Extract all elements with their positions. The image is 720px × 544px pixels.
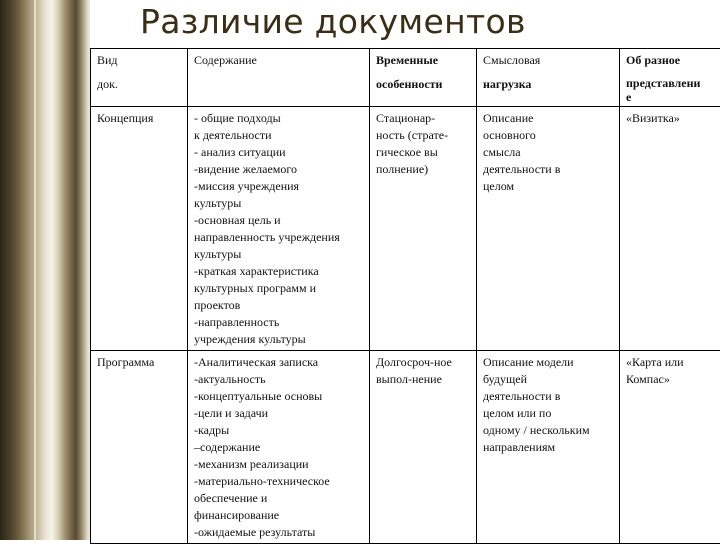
meaning-line: основного [483,127,613,144]
content-line: проектов [194,297,363,314]
time-line: полнение) [376,161,470,178]
header-time [370,49,477,107]
content-line: - анализ ситуации [194,144,363,161]
content-line: культуры [194,246,363,263]
time-line: ность (страте- [376,127,470,144]
time-line: Стационар- [376,110,470,127]
meaning-line: деятельности в [483,388,613,405]
meaning-line: целом или по [483,405,613,422]
header-image [620,49,720,107]
page-title: Различие документов [140,2,526,41]
comparison-table [90,48,720,544]
header-type-line2: док. [97,76,181,93]
table-row [91,107,720,351]
content-line: - общие подходы [194,110,363,127]
decorative-border [0,0,90,540]
content-line: -миссия учреждения [194,178,363,195]
content-line: -концептуальные основы [194,388,363,405]
row-meaning-cell [477,351,620,544]
content-line: -механизм реализации [194,456,363,473]
header-image-line3: е [626,90,714,104]
time-line: гическое вы [376,144,470,161]
content-line: -краткая характеристика [194,263,363,280]
content-line: -цели и задачи [194,405,363,422]
row-type-cell [91,351,188,544]
meaning-line: одному / нескольким [483,422,613,439]
header-meaning-line1: Смысловая [483,52,613,76]
content-line: -материально-техническое [194,473,363,490]
image-line: «Визитка» [626,110,714,127]
content-line: -видение желаемого [194,161,363,178]
meaning-line: Описание модели [483,354,613,371]
image-line: «Карта или [626,354,714,371]
header-time-line1: Временные [376,52,470,76]
content-line: –содержание [194,439,363,456]
row-type-label: Программа [97,354,181,371]
content-line: -актуальность [194,371,363,388]
header-type-line1: Вид [97,52,181,76]
content-line: -ожидаемые результаты [194,524,363,541]
row-content-cell [188,351,370,544]
table-row [91,351,720,544]
content-line: -направленность [194,314,363,331]
header-type [91,49,188,107]
meaning-line: деятельности в [483,161,613,178]
meaning-line: направлениям [483,439,613,456]
header-content [188,49,370,107]
meaning-line: будущей [483,371,613,388]
meaning-line: смысла [483,144,613,161]
row-image-cell [620,351,720,544]
row-time-cell [370,351,477,544]
content-line: культуры [194,195,363,212]
row-type-cell [91,107,188,351]
content-line: к деятельности [194,127,363,144]
meaning-line: целом [483,178,613,195]
row-image-cell [620,107,720,351]
row-type-label: Концепция [97,110,181,127]
content-line: обеспечение и [194,490,363,507]
image-line: Компас» [626,371,714,388]
content-line: направленность учреждения [194,229,363,246]
time-line: Долгосроч-ное [376,354,470,371]
row-meaning-cell [477,107,620,351]
content-line: -основная цель и [194,212,363,229]
header-image-line2: представлени [626,76,714,90]
content-line: финансирование [194,507,363,524]
table-header-row [91,49,720,107]
meaning-line: Описание [483,110,613,127]
header-image-line1: Об разное [626,52,714,76]
content-line: культурных программ и [194,280,363,297]
header-time-line2: особенности [376,76,470,93]
row-content-cell [188,107,370,351]
header-meaning-line2: нагрузка [483,76,613,93]
content-line: учреждения культуры [194,331,363,348]
content-line: -кадры [194,422,363,439]
time-line: выпол-нение [376,371,470,388]
header-content-label: Содержание [194,52,363,69]
row-time-cell [370,107,477,351]
header-meaning [477,49,620,107]
content-line: -Аналитическая записка [194,354,363,371]
